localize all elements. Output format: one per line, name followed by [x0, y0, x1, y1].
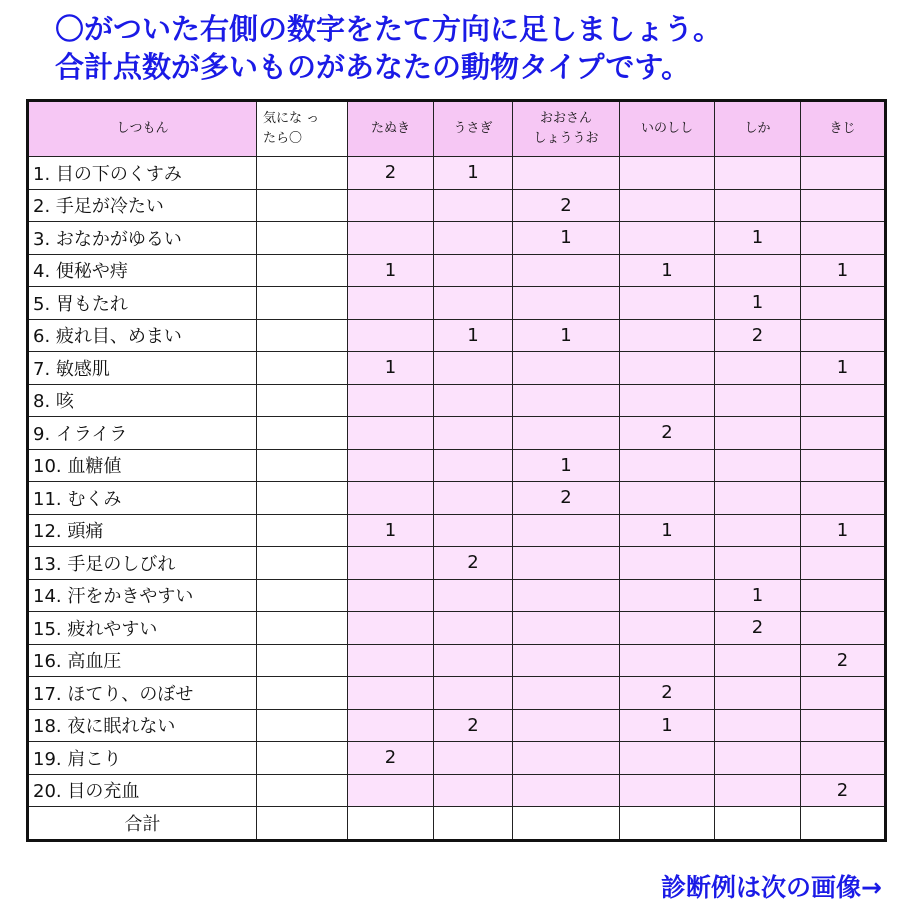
instructions — [55, 10, 905, 86]
score-cell-osanshouuo — [513, 287, 620, 320]
score-cell-inoshishi: 2 — [620, 417, 715, 450]
score-cell-osanshouuo — [513, 677, 620, 710]
question-label: 14. 汗をかきやすい — [28, 579, 257, 612]
score-cell-usagi — [434, 514, 513, 547]
question-row — [28, 514, 886, 547]
score-cell-kiji: 2 — [801, 774, 886, 807]
header-osanshouuo-line-2: しょううお — [533, 131, 599, 146]
check-cell[interactable] — [257, 384, 348, 417]
score-cell-shika — [715, 352, 801, 385]
score-cell-tanuki — [348, 709, 434, 742]
score-cell-usagi — [434, 352, 513, 385]
question-row — [28, 157, 886, 190]
question-row — [28, 482, 886, 515]
total-usagi-cell[interactable] — [434, 807, 513, 841]
check-cell[interactable] — [257, 612, 348, 645]
next-image-note: 診断例は次の画像→ — [661, 873, 882, 902]
check-cell[interactable] — [257, 449, 348, 482]
question-label: 3. おなかがゆるい — [28, 222, 257, 255]
question-label: 19. 肩こり — [28, 742, 257, 775]
score-cell-shika: 2 — [715, 612, 801, 645]
score-cell-usagi: 1 — [434, 157, 513, 190]
score-cell-usagi — [434, 579, 513, 612]
question-row — [28, 222, 886, 255]
score-cell-usagi: 1 — [434, 319, 513, 352]
score-cell-kiji: 1 — [801, 254, 886, 287]
question-row — [28, 709, 886, 742]
score-cell-inoshishi: 2 — [620, 677, 715, 710]
score-cell-tanuki — [348, 449, 434, 482]
question-row — [28, 417, 886, 450]
question-label: 12. 頭痛 — [28, 514, 257, 547]
score-cell-tanuki: 1 — [348, 254, 434, 287]
score-cell-kiji: 2 — [801, 644, 886, 677]
score-cell-kiji — [801, 547, 886, 580]
score-cell-usagi — [434, 189, 513, 222]
header-shika — [715, 101, 801, 157]
score-cell-tanuki — [348, 644, 434, 677]
header-inoshishi — [620, 101, 715, 157]
score-cell-inoshishi — [620, 352, 715, 385]
score-cell-osanshouuo — [513, 417, 620, 450]
question-row — [28, 579, 886, 612]
header-usagi-label: うさぎ — [453, 121, 493, 136]
score-cell-shika — [715, 189, 801, 222]
score-cell-usagi — [434, 222, 513, 255]
total-tanuki-cell[interactable] — [348, 807, 434, 841]
question-label: 20. 目の充血 — [28, 774, 257, 807]
score-cell-kiji — [801, 319, 886, 352]
score-cell-shika: 2 — [715, 319, 801, 352]
question-label: 9. イライラ — [28, 417, 257, 450]
header-check-line-2: たら〇 — [263, 131, 303, 146]
score-cell-inoshishi — [620, 449, 715, 482]
score-cell-usagi — [434, 417, 513, 450]
score-cell-tanuki — [348, 222, 434, 255]
score-cell-inoshishi — [620, 222, 715, 255]
score-cell-tanuki — [348, 319, 434, 352]
question-label: 6. 疲れ目、めまい — [28, 319, 257, 352]
question-row — [28, 254, 886, 287]
header-kiji-label: きじ — [829, 121, 856, 136]
score-cell-inoshishi — [620, 612, 715, 645]
total-kiji-cell[interactable] — [801, 807, 886, 841]
header-kiji — [801, 101, 886, 157]
score-cell-shika — [715, 709, 801, 742]
score-cell-osanshouuo — [513, 709, 620, 742]
question-label: 11. むくみ — [28, 482, 257, 515]
instruction-line-2: 合計点数が多いものがあなたの動物タイプです。 — [55, 50, 691, 84]
score-cell-osanshouuo: 2 — [513, 189, 620, 222]
total-check-cell[interactable] — [257, 807, 348, 841]
score-cell-tanuki — [348, 482, 434, 515]
score-cell-tanuki — [348, 612, 434, 645]
score-cell-inoshishi — [620, 287, 715, 320]
check-cell[interactable] — [257, 189, 348, 222]
score-cell-inoshishi — [620, 579, 715, 612]
check-cell[interactable] — [257, 319, 348, 352]
question-row — [28, 287, 886, 320]
score-cell-osanshouuo — [513, 547, 620, 580]
score-cell-shika: 1 — [715, 222, 801, 255]
check-cell[interactable] — [257, 254, 348, 287]
score-cell-inoshishi — [620, 774, 715, 807]
header-osanshouuo-line-1: おおさん — [539, 111, 592, 126]
question-label: 7. 敏感肌 — [28, 352, 257, 385]
header-check-line-1: 気にな っ — [263, 111, 320, 126]
score-cell-shika — [715, 774, 801, 807]
score-cell-osanshouuo — [513, 644, 620, 677]
score-cell-osanshouuo — [513, 254, 620, 287]
question-row — [28, 384, 886, 417]
question-label: 17. ほてり、のぼせ — [28, 677, 257, 710]
question-label: 10. 血糖値 — [28, 449, 257, 482]
check-cell[interactable] — [257, 157, 348, 190]
question-row — [28, 547, 886, 580]
check-cell[interactable] — [257, 514, 348, 547]
score-cell-tanuki: 1 — [348, 514, 434, 547]
score-cell-osanshouuo — [513, 384, 620, 417]
score-cell-shika — [715, 514, 801, 547]
header-question: しつもん — [28, 101, 257, 157]
header-tanuki-label: たぬき — [370, 121, 410, 136]
score-cell-inoshishi — [620, 384, 715, 417]
score-cell-usagi — [434, 742, 513, 775]
score-cell-usagi — [434, 677, 513, 710]
score-cell-inoshishi — [620, 482, 715, 515]
check-cell[interactable] — [257, 774, 348, 807]
symptom-checklist-table — [26, 99, 887, 842]
score-cell-shika — [715, 644, 801, 677]
score-cell-tanuki: 2 — [348, 157, 434, 190]
header-check — [257, 101, 348, 157]
score-cell-shika: 1 — [715, 579, 801, 612]
check-cell[interactable] — [257, 417, 348, 450]
score-cell-osanshouuo: 1 — [513, 449, 620, 482]
score-cell-kiji — [801, 222, 886, 255]
score-cell-tanuki: 1 — [348, 352, 434, 385]
question-row — [28, 742, 886, 775]
score-cell-tanuki — [348, 384, 434, 417]
score-cell-usagi — [434, 254, 513, 287]
question-row — [28, 774, 886, 807]
header-inoshishi-label: いのしし — [640, 121, 693, 136]
score-cell-kiji: 1 — [801, 514, 886, 547]
score-cell-tanuki — [348, 547, 434, 580]
score-cell-shika — [715, 547, 801, 580]
check-cell[interactable] — [257, 222, 348, 255]
score-cell-usagi — [434, 774, 513, 807]
score-cell-inoshishi: 1 — [620, 709, 715, 742]
question-rows — [28, 157, 886, 807]
check-cell[interactable] — [257, 352, 348, 385]
score-cell-shika: 1 — [715, 287, 801, 320]
score-cell-usagi — [434, 482, 513, 515]
total-label: 合計 — [28, 807, 257, 841]
score-cell-kiji — [801, 709, 886, 742]
question-label: 16. 高血圧 — [28, 644, 257, 677]
score-cell-inoshishi — [620, 644, 715, 677]
question-label: 4. 便秘や痔 — [28, 254, 257, 287]
question-row — [28, 644, 886, 677]
score-cell-shika — [715, 384, 801, 417]
score-cell-usagi — [434, 384, 513, 417]
check-cell[interactable] — [257, 644, 348, 677]
question-label: 2. 手足が冷たい — [28, 189, 257, 222]
score-cell-usagi — [434, 287, 513, 320]
header-tanuki — [348, 101, 434, 157]
instruction-line-1: 〇がついた右側の数字をたて方向に足しましょう。 — [55, 12, 723, 46]
score-cell-osanshouuo — [513, 774, 620, 807]
score-cell-tanuki — [348, 417, 434, 450]
score-cell-inoshishi — [620, 157, 715, 190]
question-label: 13. 手足のしびれ — [28, 547, 257, 580]
check-cell[interactable] — [257, 482, 348, 515]
score-cell-kiji: 1 — [801, 352, 886, 385]
score-cell-kiji — [801, 157, 886, 190]
score-cell-shika — [715, 677, 801, 710]
question-row — [28, 449, 886, 482]
score-cell-kiji — [801, 417, 886, 450]
score-cell-kiji — [801, 579, 886, 612]
question-label: 15. 疲れやすい — [28, 612, 257, 645]
score-cell-kiji — [801, 287, 886, 320]
question-row — [28, 189, 886, 222]
score-cell-kiji — [801, 612, 886, 645]
question-row — [28, 352, 886, 385]
score-cell-tanuki — [348, 287, 434, 320]
score-cell-usagi — [434, 449, 513, 482]
total-shika-cell[interactable] — [715, 807, 801, 841]
score-cell-tanuki — [348, 579, 434, 612]
question-label: 5. 胃もたれ — [28, 287, 257, 320]
total-osanshouuo-cell[interactable] — [513, 807, 620, 841]
score-cell-osanshouuo — [513, 157, 620, 190]
score-cell-osanshouuo: 1 — [513, 222, 620, 255]
question-label: 18. 夜に眠れない — [28, 709, 257, 742]
score-cell-tanuki — [348, 189, 434, 222]
score-cell-inoshishi — [620, 319, 715, 352]
score-cell-tanuki: 2 — [348, 742, 434, 775]
question-label: 1. 目の下のくすみ — [28, 157, 257, 190]
score-cell-osanshouuo — [513, 514, 620, 547]
check-cell[interactable] — [257, 579, 348, 612]
score-cell-tanuki — [348, 677, 434, 710]
score-cell-osanshouuo: 1 — [513, 319, 620, 352]
total-inoshishi-cell[interactable] — [620, 807, 715, 841]
score-cell-usagi — [434, 644, 513, 677]
score-cell-inoshishi — [620, 547, 715, 580]
check-cell[interactable] — [257, 287, 348, 320]
check-cell[interactable] — [257, 677, 348, 710]
score-cell-kiji — [801, 742, 886, 775]
question-row — [28, 319, 886, 352]
header-shika-label: しか — [744, 121, 771, 136]
score-cell-inoshishi — [620, 189, 715, 222]
check-cell[interactable] — [257, 742, 348, 775]
header-usagi — [434, 101, 513, 157]
score-cell-inoshishi — [620, 742, 715, 775]
score-cell-osanshouuo — [513, 612, 620, 645]
total-row — [28, 807, 886, 841]
question-row — [28, 612, 886, 645]
score-cell-usagi: 2 — [434, 709, 513, 742]
score-cell-osanshouuo — [513, 352, 620, 385]
score-cell-shika — [715, 482, 801, 515]
question-label: 8. 咳 — [28, 384, 257, 417]
score-cell-osanshouuo — [513, 579, 620, 612]
score-cell-shika — [715, 417, 801, 450]
score-cell-shika — [715, 449, 801, 482]
score-cell-kiji — [801, 677, 886, 710]
header-osanshouuo — [513, 101, 620, 157]
check-cell[interactable] — [257, 547, 348, 580]
score-cell-inoshishi: 1 — [620, 514, 715, 547]
score-cell-usagi: 2 — [434, 547, 513, 580]
check-cell[interactable] — [257, 709, 348, 742]
score-cell-osanshouuo — [513, 742, 620, 775]
score-cell-kiji — [801, 189, 886, 222]
score-cell-shika — [715, 157, 801, 190]
score-cell-osanshouuo: 2 — [513, 482, 620, 515]
score-cell-kiji — [801, 449, 886, 482]
score-cell-usagi — [434, 612, 513, 645]
score-cell-tanuki — [348, 774, 434, 807]
score-cell-shika — [715, 742, 801, 775]
score-cell-inoshishi: 1 — [620, 254, 715, 287]
score-cell-kiji — [801, 384, 886, 417]
question-row — [28, 677, 886, 710]
score-cell-kiji — [801, 482, 886, 515]
score-cell-shika — [715, 254, 801, 287]
header-row — [28, 101, 886, 157]
